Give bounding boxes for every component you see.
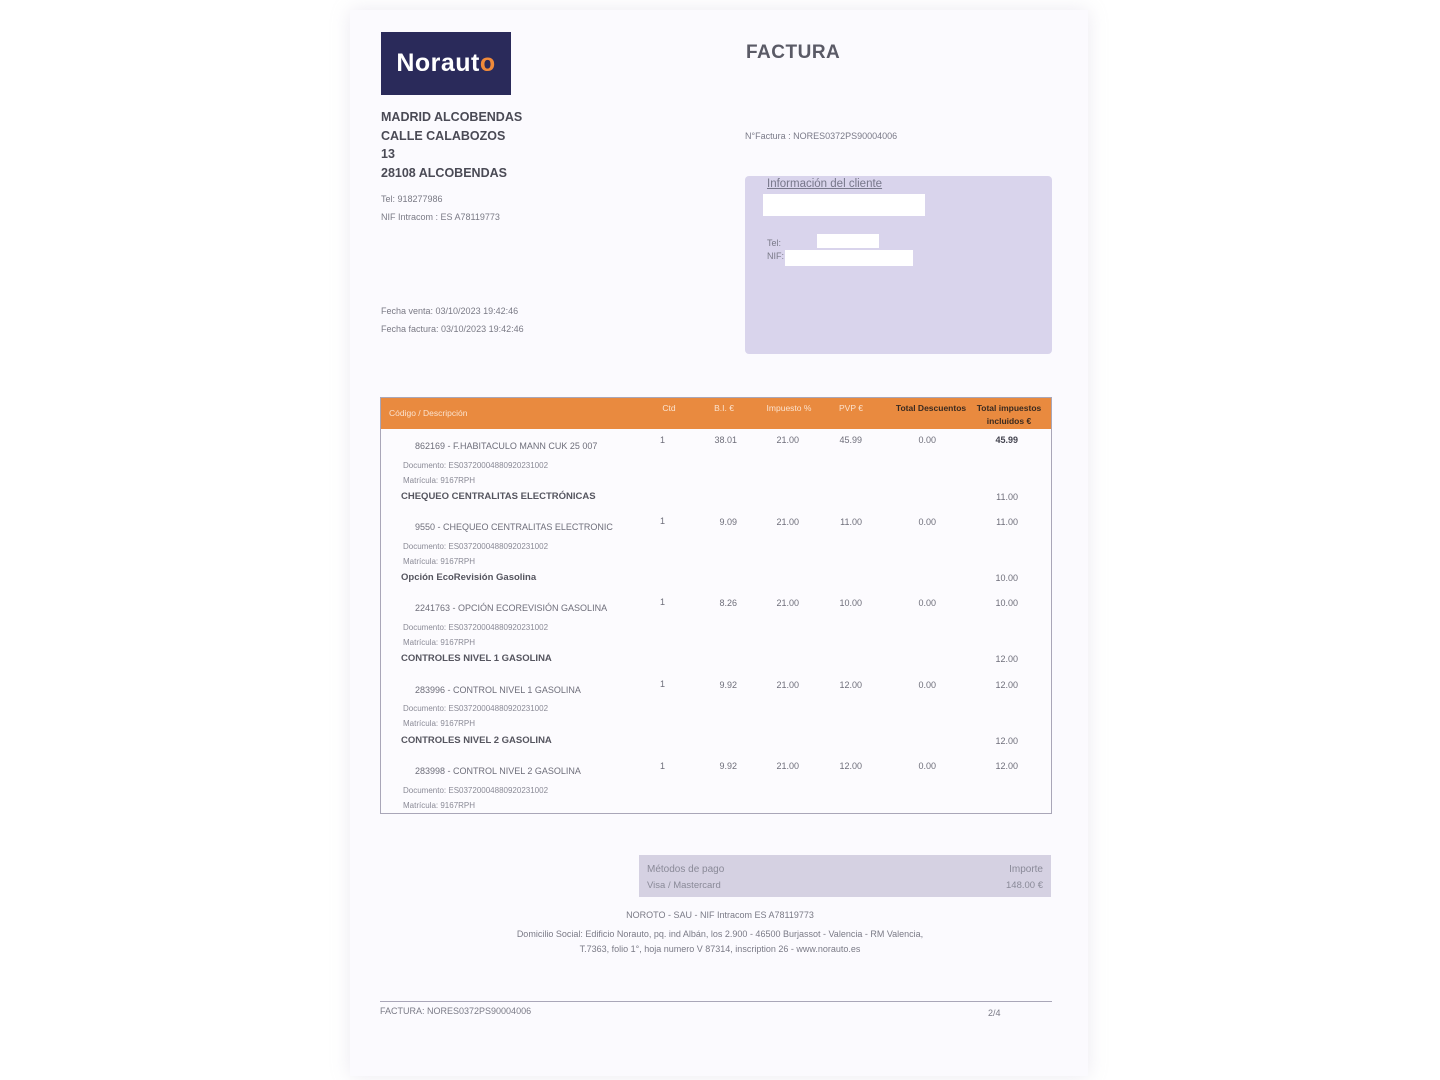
item-tax: 21.00 <box>776 435 799 445</box>
col-header-base: B.I. € <box>714 403 734 413</box>
item-total: 12.00 <box>995 761 1018 771</box>
payment-amount: 148.00 € <box>1006 880 1043 891</box>
item-tax: 21.00 <box>776 761 799 771</box>
item-description: 9550 - CHEQUEO CENTRALITAS ELECTRONIC <box>415 522 613 532</box>
footer-divider <box>380 1001 1052 1002</box>
col-header-description: Código / Descripción <box>389 408 468 418</box>
invoice-date: Fecha factura: 03/10/2023 19:42:46 <box>381 324 524 334</box>
group-total: 10.00 <box>995 573 1018 583</box>
item-document: Documento: ES03720004880920231002 <box>403 786 549 795</box>
col-header-total: Total impuestos incluidos € <box>976 403 1042 426</box>
item-qty: 1 <box>660 597 666 607</box>
item-base: 38.01 <box>714 435 737 445</box>
item-discount: 0.00 <box>918 435 936 445</box>
item-pvp: 12.00 <box>839 761 862 771</box>
item-pvp: 12.00 <box>839 680 862 690</box>
item-base: 8.26 <box>719 598 737 608</box>
store-line: 13 <box>381 147 395 161</box>
document-title: FACTURA <box>746 42 841 63</box>
store-line: MADRID ALCOBENDAS <box>381 110 523 124</box>
payment-summary <box>639 855 1051 897</box>
item-total: 10.00 <box>995 598 1018 608</box>
col-header-discounts: Total Descuentos <box>895 403 967 413</box>
item-qty: 1 <box>660 435 666 445</box>
col-header-tax: Impuesto % <box>766 403 812 413</box>
item-document: Documento: ES03720004880920231002 <box>403 461 549 470</box>
client-info-box <box>745 176 1052 354</box>
invoice-number: N°Factura : NORES0372PS90004006 <box>745 131 898 141</box>
store-tel: Tel: 918277986 <box>381 194 443 204</box>
item-document: Documento: ES03720004880920231002 <box>403 623 549 632</box>
item-plate: Matrícula: 9167RPH <box>403 557 476 566</box>
item-total: 12.00 <box>995 680 1018 690</box>
store-line: 28108 ALCOBENDAS <box>381 165 507 180</box>
item-base: 9.09 <box>719 517 737 527</box>
table-header <box>381 398 1051 429</box>
store-address <box>381 108 522 182</box>
item-plate: Matrícula: 9167RPH <box>403 719 476 728</box>
item-tax: 21.00 <box>776 517 799 527</box>
item-discount: 0.00 <box>918 761 936 771</box>
group-name: CONTROLES NIVEL 1 GASOLINA <box>401 653 552 664</box>
item-description: 862169 - F.HABITACULO MANN CUK 25 007 <box>415 441 598 451</box>
footer-invoice-ref: FACTURA: NORES0372PS90004006 <box>380 1006 532 1016</box>
logo-text: Norauto <box>396 49 496 77</box>
client-nif-label: NIF: <box>767 251 784 261</box>
group-name: Opción EcoRevisión Gasolina <box>401 572 537 583</box>
norauto-logo <box>381 32 511 95</box>
item-qty: 1 <box>660 516 666 526</box>
item-discount: 0.00 <box>918 680 936 690</box>
payment-method: Visa / Mastercard <box>647 880 721 891</box>
invoice-dates <box>381 302 524 338</box>
item-plate: Matrícula: 9167RPH <box>403 638 476 647</box>
group-total: 12.00 <box>995 736 1018 746</box>
store-line: CALLE CALABOZOS <box>381 128 506 143</box>
redacted-client-name <box>763 194 925 216</box>
company-line-3: T.7363, folio 1°, hoja numero V 87314, inscription 26 - www.norauto.es <box>579 944 861 954</box>
invoice-page <box>350 10 1088 1076</box>
item-total: 11.00 <box>996 517 1018 527</box>
client-tel-label: Tel: <box>767 238 782 248</box>
item-discount: 0.00 <box>918 517 936 527</box>
item-pvp: 45.99 <box>839 435 862 445</box>
group-total: 12.00 <box>995 654 1018 664</box>
item-document: Documento: ES03720004880920231002 <box>403 542 549 551</box>
store-contact <box>381 190 500 226</box>
item-plate: Matrícula: 9167RPH <box>403 476 476 485</box>
sale-date: Fecha venta: 03/10/2023 19:42:46 <box>381 306 519 316</box>
items-table <box>380 397 1052 814</box>
footer-page-number: 2/4 <box>988 1008 1001 1018</box>
item-document: Documento: ES03720004880920231002 <box>403 704 549 713</box>
item-tax: 21.00 <box>776 598 799 608</box>
item-qty: 1 <box>660 679 666 689</box>
item-description: 283996 - CONTROL NIVEL 1 GASOLINA <box>415 685 581 695</box>
redacted-client-tel <box>817 234 879 248</box>
col-header-pvp: PVP € <box>839 403 863 413</box>
item-description: 283998 - CONTROL NIVEL 2 GASOLINA <box>415 766 581 776</box>
item-description: 2241763 - OPCIÓN ECOREVISIÓN GASOLINA <box>415 603 608 613</box>
payment-methods-label: Métodos de pago <box>647 864 725 875</box>
item-base: 9.92 <box>719 680 737 690</box>
client-info-title: Información del cliente <box>767 178 883 190</box>
item-tax: 21.00 <box>776 680 799 690</box>
company-line-1: NOROTO - SAU - NIF Intracom ES A78119773 <box>626 910 814 920</box>
redacted-client-nif <box>785 250 913 266</box>
item-qty: 1 <box>660 761 666 771</box>
item-total: 45.99 <box>995 435 1018 445</box>
col-header-qty: Ctd <box>662 403 676 413</box>
item-plate: Matrícula: 9167RPH <box>403 801 476 810</box>
group-total: 11.00 <box>996 492 1018 502</box>
item-discount: 0.00 <box>918 598 936 608</box>
store-nif: NIF Intracom : ES A78119773 <box>381 212 500 222</box>
item-base: 9.92 <box>719 761 737 771</box>
group-name: CONTROLES NIVEL 2 GASOLINA <box>401 735 552 746</box>
group-name: CHEQUEO CENTRALITAS ELECTRÓNICAS <box>401 491 596 502</box>
payment-amount-label: Importe <box>1009 864 1043 875</box>
item-pvp: 10.00 <box>839 598 862 608</box>
item-pvp: 11.00 <box>840 517 862 527</box>
company-line-2: Domicilio Social: Edificio Norauto, pq. ind Albán, los 2.900 - 46500 Burjassot - Valencia - RM Valencia, <box>516 929 924 939</box>
